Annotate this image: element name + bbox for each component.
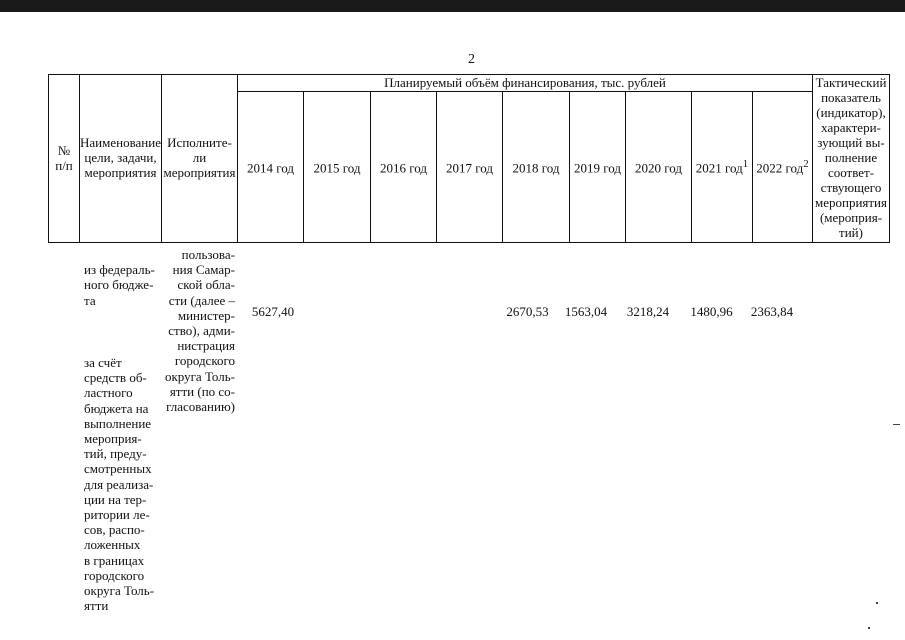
column-number: № п/п <box>49 75 80 243</box>
value-2021: 1480,96 <box>690 304 733 319</box>
scan-top-border <box>0 0 905 12</box>
year-header: 2019 год <box>570 92 626 243</box>
value-2020: 3218,24 <box>626 304 670 319</box>
year-header: 2015 год <box>304 92 371 243</box>
value-2019: 1563,04 <box>564 304 608 319</box>
year-header: 2021 год$^1$ <box>692 92 753 243</box>
year-header: 2020 год <box>626 92 692 243</box>
funding-table-header <box>48 74 890 243</box>
scan-speck <box>868 627 870 629</box>
column-indicator: Тактический показатель (индикатор), характери- зующий вы- полнение соответ- ствующего мероприятия (мероприя- тий) <box>813 75 890 243</box>
column-name: Наименование цели, задачи, мероприятия <box>80 75 162 243</box>
scan-speck <box>876 602 878 604</box>
page-number: 2 <box>468 52 475 67</box>
row-name-federal: из федераль- ного бюдже- та <box>84 262 155 308</box>
row-executor-cell: пользова- ния Самар- ской обла- сти (далее – министер- ство), адми- нистрация городского округа Толь- ятти (по со- гласованию) <box>164 247 235 415</box>
year-header: 2022 год$^2$ <box>753 92 813 243</box>
row-name-regional: за счёт средств об- ластного бюджета на выполнение мероприя- тий, преду- смотренных для реализа- ции на тер- ритории ле- сов, распо- ложенных в границах городского округа Толь- ятти <box>84 355 155 614</box>
value-2014: 5627,40 <box>251 304 295 319</box>
column-funding: Планируемый объём финансирования, тыс. рублей <box>238 75 813 92</box>
year-header: 2018 год <box>503 92 570 243</box>
year-header: 2017 год <box>437 92 503 243</box>
column-executor: Исполните- ли мероприятия <box>162 75 238 243</box>
scan-speck <box>893 424 900 425</box>
year-header: 2016 год <box>371 92 437 243</box>
value-2018: 2670,53 <box>506 304 549 319</box>
row-name-cell <box>84 247 160 629</box>
year-header: 2014 год <box>238 92 304 243</box>
value-2022: 2363,84 <box>750 304 794 319</box>
